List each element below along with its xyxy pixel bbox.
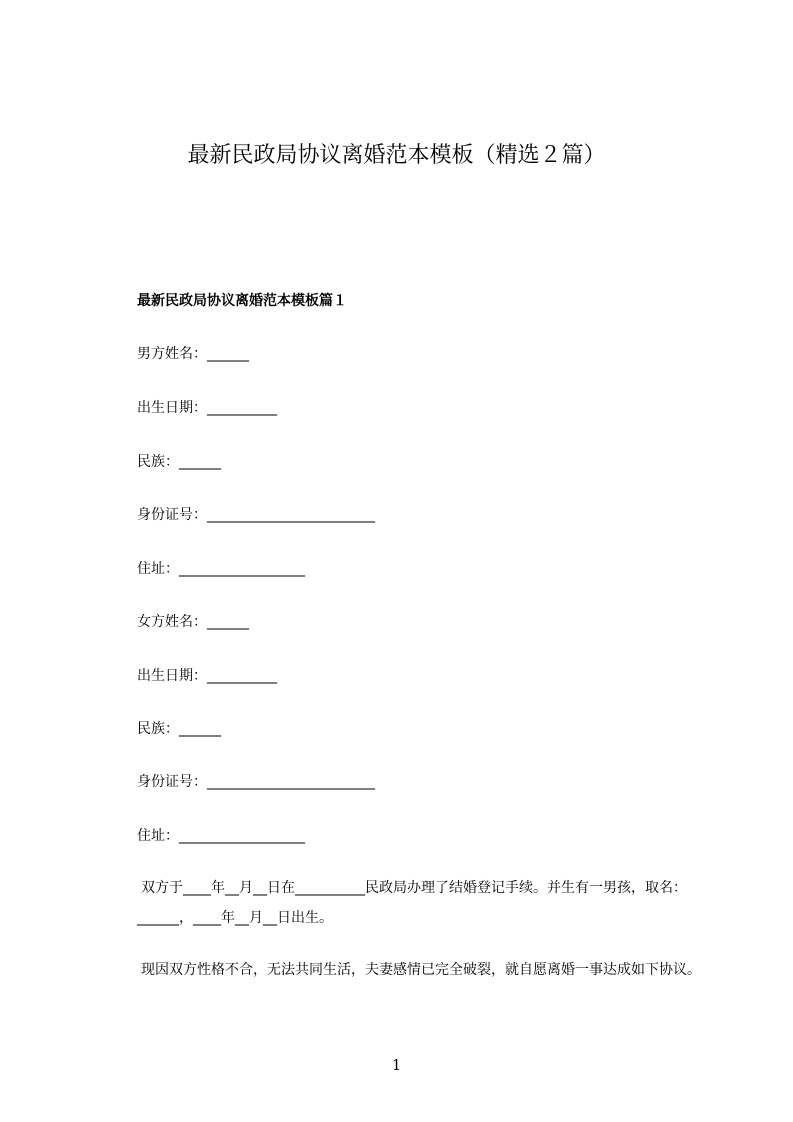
male-id-number-field: 身份证号：________________________	[137, 507, 375, 523]
female-name-field: 女方姓名：______	[137, 614, 249, 630]
document-title: 最新民政局协议离婚范本模板（精选２篇）	[187, 143, 606, 168]
female-ethnicity-field: 民族：______	[137, 721, 221, 737]
page-number: 1	[391, 1056, 402, 1074]
male-ethnicity-field: 民族：______	[137, 454, 221, 470]
marriage-info-paragraph	[137, 873, 702, 933]
female-birth-date-field: 出生日期：__________	[137, 668, 277, 684]
agreement-intro-paragraph	[137, 955, 702, 985]
female-id-number-field: 身份证号：________________________	[137, 774, 375, 790]
male-address-field: 住址：__________________	[137, 561, 305, 577]
agreement-intro-text: 现因双方性格不合，无法共同生活，夫妻感情已完全破裂，就自愿离婚一事达成如下协议。	[141, 962, 701, 978]
female-address-field: 住址：__________________	[137, 828, 305, 844]
male-name-field: 男方姓名：______	[137, 346, 249, 362]
male-birth-date-field: 出生日期：__________	[137, 400, 277, 416]
section-heading: 最新民政局协议离婚范本模板篇１	[137, 293, 347, 309]
marriage-info-text: 双方于____年__月__日在__________民政局办理了结婚登记手续。并生有一男孩，取名：______，____年__月__日出生。	[137, 880, 687, 926]
